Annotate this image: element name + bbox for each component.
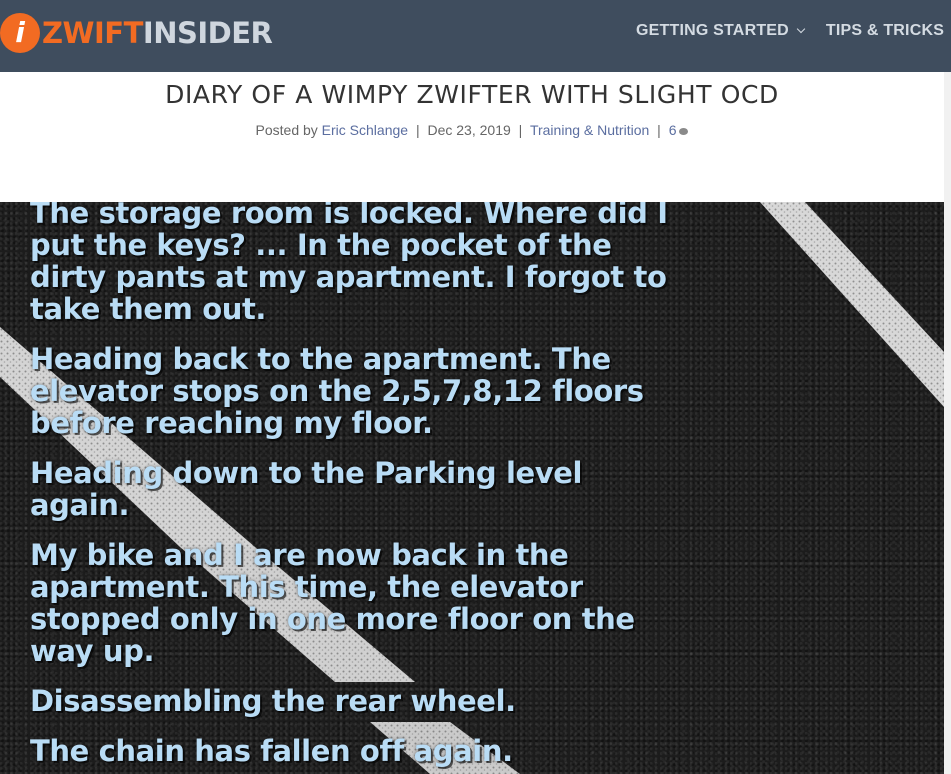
logo-wordmark (42, 15, 273, 50)
nav-item-getting-started[interactable] (636, 22, 804, 40)
comment-count: 6 (668, 122, 677, 138)
hero-paragraph: Heading back to the apartment. The elevator stops on the 2,5,7,8,12 floors before reaching my floor. (30, 342, 644, 440)
hero-paragraph: Heading down to the Parking level again. (30, 456, 583, 522)
hero-paragraph: The chain has fallen off again. (30, 734, 513, 768)
hero-paragraph: My bike and I are now back in the apartment. This time, the elevator stopped only in one more floor on the way up. (30, 538, 635, 668)
nav-item-tips-tricks[interactable] (826, 22, 951, 40)
hero-paragraph: Disassembling the rear wheel. (30, 684, 516, 718)
logo-wordmark-rest: INSIDER (142, 15, 273, 50)
post-category-link[interactable]: Training & Nutrition (529, 122, 650, 138)
logo-badge-glyph: i (15, 16, 25, 49)
featured-image (0, 202, 944, 774)
logo-wordmark-accent: ZWIFT (42, 15, 143, 50)
hero-paragraph: The storage room is locked. Where did I put the keys? ... In the pocket of the dirty pants at my apartment. I forgot to take them out. (30, 202, 668, 326)
post-meta (0, 122, 944, 138)
chevron-down-icon (797, 25, 805, 33)
post-comments-link[interactable] (669, 122, 689, 138)
post-header (0, 72, 944, 202)
main-nav (636, 22, 951, 40)
comment-bubble-icon (679, 128, 688, 135)
post-date: Dec 23, 2019 (427, 122, 511, 138)
post-meta-prefix: Posted by (255, 122, 318, 138)
nav-item-label: TIPS & TRICKS (825, 22, 945, 39)
meta-separator: | (415, 122, 420, 138)
site-logo[interactable] (0, 12, 272, 54)
post-title: DIARY OF A WIMPY ZWIFTER WITH SLIGHT OCD (165, 80, 779, 109)
page-gutter (944, 72, 951, 774)
hero-text (30, 202, 670, 774)
post-author-link[interactable]: Eric Schlange (321, 122, 409, 138)
meta-separator: | (518, 122, 523, 138)
logo-badge-icon (0, 13, 40, 53)
site-header (0, 0, 951, 72)
meta-separator: | (657, 122, 661, 138)
nav-item-label: GETTING STARTED (636, 22, 789, 39)
road-stripe (760, 202, 944, 407)
